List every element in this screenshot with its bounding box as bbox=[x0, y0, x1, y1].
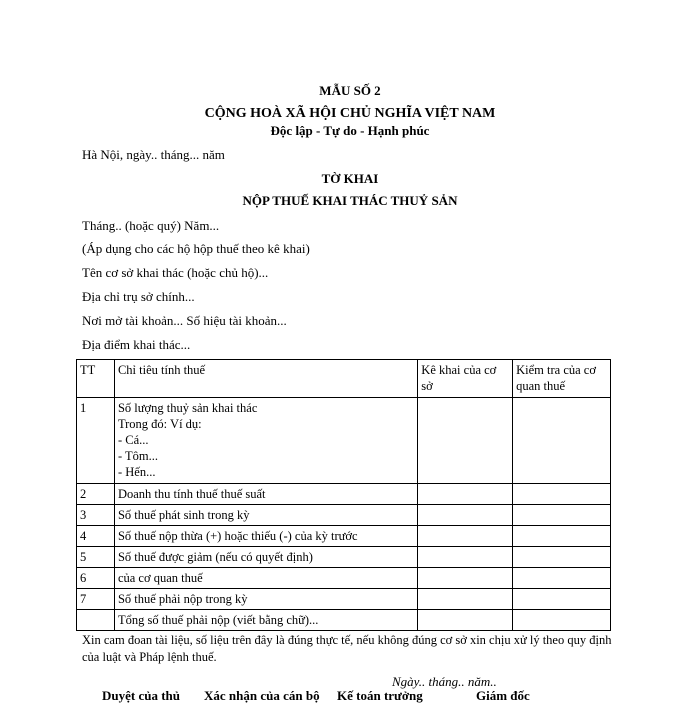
row-number: 5 bbox=[77, 547, 115, 568]
table-row bbox=[77, 526, 611, 547]
row-number: 7 bbox=[77, 589, 115, 610]
declared-cell[interactable] bbox=[418, 610, 513, 631]
row-number: 6 bbox=[77, 568, 115, 589]
table-row bbox=[77, 484, 611, 505]
row-label: Số thuế phải nộp trong kỳ bbox=[114, 589, 417, 610]
table-row bbox=[77, 505, 611, 526]
address-field: Địa chỉ trụ sở chính... bbox=[82, 289, 195, 304]
row-label: Tổng số thuế phải nộp (viết bằng chữ)... bbox=[114, 610, 417, 631]
header-declared: Kê khai của cơ sở bbox=[418, 360, 513, 398]
tax-table bbox=[76, 359, 611, 631]
table-header-row bbox=[77, 360, 611, 398]
header-item: Chỉ tiêu tính thuế bbox=[114, 360, 417, 398]
row-sub-label: - Cá... bbox=[117, 433, 149, 447]
declared-cell[interactable] bbox=[418, 526, 513, 547]
declared-cell[interactable] bbox=[418, 547, 513, 568]
row-sub-label: - Tôm... bbox=[117, 449, 158, 463]
checked-cell[interactable] bbox=[513, 547, 611, 568]
declared-cell[interactable] bbox=[418, 568, 513, 589]
account-field: Nơi mở tài khoản... Số hiệu tài khoản... bbox=[82, 313, 287, 328]
checked-cell[interactable] bbox=[513, 610, 611, 631]
row-sub-label: Trong đó: Ví dụ: bbox=[117, 417, 202, 431]
checked-cell[interactable] bbox=[513, 505, 611, 526]
row-label: Doanh thu tính thuế thuế suất bbox=[114, 484, 417, 505]
header-checked: Kiểm tra của cơ quan thuế bbox=[513, 360, 611, 398]
signature-label-chief-accountant: Kế toán trưởng bbox=[337, 688, 423, 703]
row-label: Số thuế phát sinh trong kỳ bbox=[114, 505, 417, 526]
header-no: TT bbox=[77, 360, 115, 398]
row-number: 1 bbox=[77, 398, 115, 484]
checked-cell[interactable] bbox=[513, 589, 611, 610]
row-label: Số thuế nộp thừa (+) hoặc thiếu (-) của kỳ trước bbox=[114, 526, 417, 547]
row-label-main: Số lượng thuỷ sản khai thác bbox=[117, 401, 258, 415]
row-label: của cơ quan thuế bbox=[114, 568, 417, 589]
checked-cell[interactable] bbox=[513, 398, 611, 484]
form-number: MẪU SỐ 2 bbox=[319, 83, 381, 98]
place-and-date: Hà Nội, ngày.. tháng... năm bbox=[82, 147, 225, 162]
commitment-text: Xin cam đoan tài liệu, số liệu trên đây là đúng thực tế, nếu không đúng cơ sở xin chịu xử lý theo quy định của luật và Pháp lệnh thuế. bbox=[82, 633, 612, 664]
form-subtitle: NỘP THUẾ KHAI THÁC THUỶ SẢN bbox=[242, 193, 458, 208]
row-number bbox=[77, 610, 115, 631]
row-number: 3 bbox=[77, 505, 115, 526]
table-row bbox=[77, 398, 611, 484]
row-sub-label: - Hến... bbox=[117, 465, 156, 479]
table-row bbox=[77, 589, 611, 610]
signature-label-head: Duyệt của thủ bbox=[102, 688, 181, 703]
checked-cell[interactable] bbox=[513, 526, 611, 547]
row-label bbox=[114, 398, 417, 484]
declared-cell[interactable] bbox=[418, 505, 513, 526]
form-title: TỜ KHAI bbox=[321, 171, 379, 186]
declared-cell[interactable] bbox=[418, 484, 513, 505]
table-row bbox=[77, 568, 611, 589]
declared-cell[interactable] bbox=[418, 398, 513, 484]
row-label: Số thuế được giảm (nếu có quyết định) bbox=[114, 547, 417, 568]
row-number: 4 bbox=[77, 526, 115, 547]
national-motto: Độc lập - Tự do - Hạnh phúc bbox=[270, 123, 430, 138]
declared-cell[interactable] bbox=[418, 589, 513, 610]
applies-note: (Áp dụng cho các hộ hộp thuế theo kê khai) bbox=[82, 241, 310, 256]
checked-cell[interactable] bbox=[513, 568, 611, 589]
signing-date: Ngày.. tháng.. năm.. bbox=[392, 674, 497, 689]
establishment-field: Tên cơ sở khai thác (hoặc chủ hộ)... bbox=[82, 265, 269, 280]
country-name: CỘNG HOÀ XÃ HỘI CHỦ NGHĨA VIỆT NAM bbox=[204, 106, 496, 121]
signature-label-officer: Xác nhận của cán bộ bbox=[204, 688, 320, 703]
signature-label-director: Giám đốc bbox=[476, 688, 530, 703]
table-row bbox=[77, 547, 611, 568]
period-field: Tháng.. (hoặc quý) Năm... bbox=[82, 218, 220, 233]
row-number: 2 bbox=[77, 484, 115, 505]
table-row bbox=[77, 610, 611, 631]
checked-cell[interactable] bbox=[513, 484, 611, 505]
location-field: Địa điểm khai thác... bbox=[82, 337, 191, 352]
